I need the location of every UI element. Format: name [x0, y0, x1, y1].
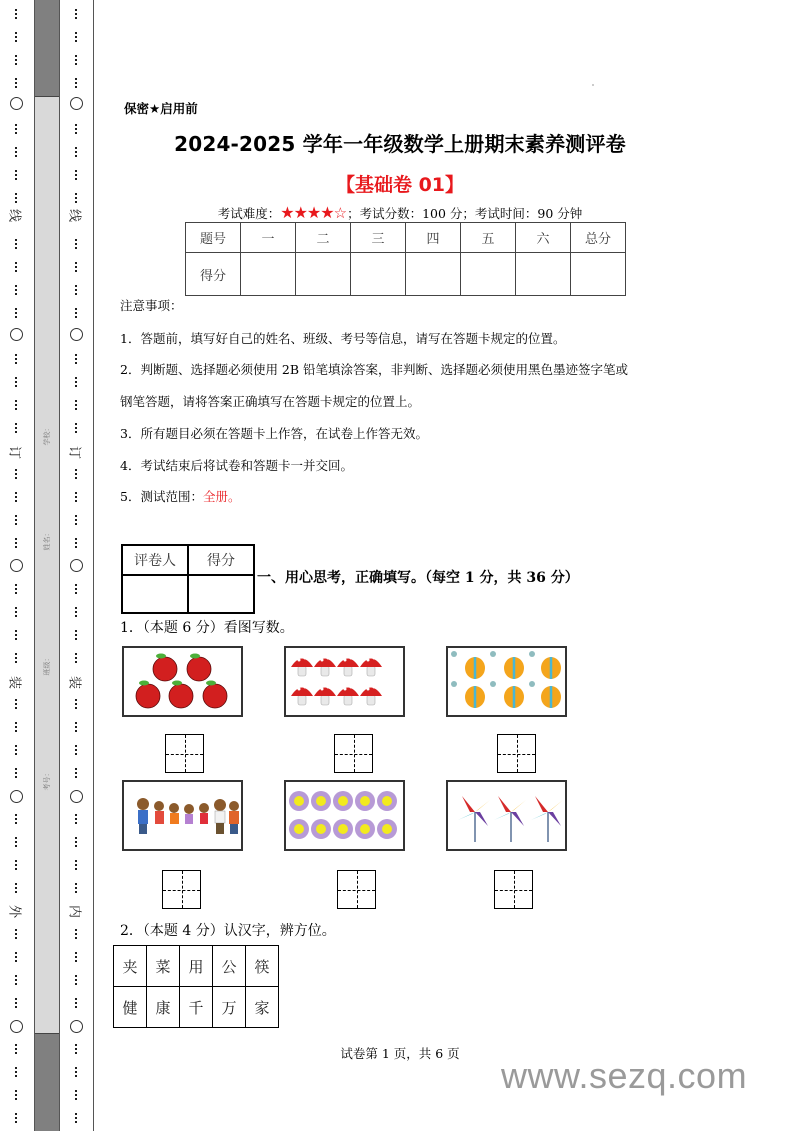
hanzi-cell: 用 — [180, 946, 213, 987]
hanzi-cell: 夹 — [114, 946, 147, 987]
dot-leader — [75, 1066, 77, 1078]
dot-leader — [75, 974, 77, 986]
dot-leader — [75, 54, 77, 66]
dot-leader — [75, 514, 77, 526]
dot-leader — [75, 468, 77, 480]
dot-leader — [75, 399, 77, 411]
dot-leader — [15, 261, 17, 273]
answer-box-3[interactable] — [497, 734, 536, 773]
star-empty-icon: ☆ — [333, 204, 348, 222]
dot-leader — [15, 813, 17, 825]
dot-leader — [75, 813, 77, 825]
dot-leader — [75, 882, 77, 894]
dot-leader — [15, 399, 17, 411]
score-header-cell: 六 — [516, 223, 571, 253]
hanzi-cell: 菜 — [147, 946, 180, 987]
strip-label-exam-number: 考号： — [43, 769, 51, 791]
strip-dark-top — [35, 0, 59, 97]
answer-box-4[interactable] — [162, 870, 201, 909]
binding-char: 装 — [66, 675, 82, 689]
score-cell[interactable] — [571, 253, 626, 296]
scope-prefix: 5．测试范围： — [120, 489, 203, 504]
star-filled-icon: ★★★★ — [280, 203, 334, 222]
answer-box-2[interactable] — [334, 734, 373, 773]
page-title: 2024-2025 学年一年级数学上册期末素养测评卷 — [174, 132, 626, 156]
dot-leader — [15, 491, 17, 503]
children-icon — [124, 782, 241, 849]
grader-header: 评卷人 — [122, 545, 188, 575]
dot-leader — [15, 836, 17, 848]
note-item-scope — [120, 489, 240, 504]
dot-leader — [75, 859, 77, 871]
hanzi-cell: 公 — [213, 946, 246, 987]
apple-icon — [124, 648, 241, 715]
picture-pinwheels — [446, 780, 567, 851]
scope-value: 全册。 — [202, 489, 241, 504]
dot-leader — [75, 238, 77, 250]
note-item: 2．判断题、选择题必须使用 2B 铅笔填涂答案，非判断、选择题必须使用黑色墨迹签字笔或 — [120, 362, 629, 377]
hanzi-cell: 筷 — [246, 946, 279, 987]
hanzi-cell: 康 — [147, 987, 180, 1028]
dot-leader — [75, 629, 77, 641]
picture-fish — [446, 646, 567, 717]
note-item: 钢笔答题，请将答案正确填写在答题卡规定的位置上。 — [120, 394, 421, 409]
dot-leader — [75, 1112, 77, 1124]
dot-leader — [15, 652, 17, 664]
dot-leader — [15, 767, 17, 779]
note-item: 3．所有题目必须在答题卡上作答，在试卷上作答无效。 — [120, 426, 428, 441]
dot-leader — [15, 514, 17, 526]
dot-leader — [75, 31, 77, 43]
score-header-cell: 三 — [351, 223, 406, 253]
page-footer: 试卷第 1 页，共 6 页 — [340, 1046, 460, 1061]
dot-leader — [75, 284, 77, 296]
strip-label-class: 班级： — [43, 654, 51, 676]
picture-mushrooms — [284, 646, 405, 717]
grader-score-cell[interactable] — [188, 575, 254, 613]
hanzi-grid — [113, 945, 279, 1028]
dot-leader — [15, 859, 17, 871]
dot-leader — [75, 928, 77, 940]
dot-leader — [75, 353, 77, 365]
hanzi-cell: 千 — [180, 987, 213, 1028]
question-1-prompt: 1．（本题 6 分）看图写数。 — [120, 620, 294, 636]
binding-char: 外 — [6, 904, 22, 918]
dot-leader — [15, 629, 17, 641]
score-cell[interactable] — [241, 253, 296, 296]
dot-leader — [15, 1089, 17, 1101]
score-cell[interactable] — [516, 253, 571, 296]
dot-leader — [75, 261, 77, 273]
binding-char: 内 — [66, 904, 82, 918]
score-header-cell: 总分 — [571, 223, 626, 253]
note-item: 1．答题前，填写好自己的姓名、班级、考号等信息，请写在答题卡规定的位置。 — [120, 331, 566, 346]
dot-leader — [15, 8, 17, 20]
dot-leader — [15, 606, 17, 618]
answer-box-5[interactable] — [337, 870, 376, 909]
dot-leader — [15, 468, 17, 480]
dot-leader — [75, 836, 77, 848]
mushroom-icon — [286, 648, 403, 715]
question-2-prompt: 2．（本题 4 分）认汉字，辨方位。 — [120, 923, 336, 939]
score-table-header-row — [186, 223, 626, 253]
paper-subtitle: 【基础卷 01】 — [335, 174, 465, 196]
hanzi-cell: 万 — [213, 987, 246, 1028]
watermark: www.sezq.com — [501, 1055, 748, 1096]
strip-label-school: 学校： — [43, 424, 51, 446]
score-table — [185, 222, 626, 296]
binding-circle-icon — [10, 559, 23, 572]
dot-leader — [15, 537, 17, 549]
dot-leader — [75, 537, 77, 549]
dot-leader — [15, 307, 17, 319]
binding-circle-icon — [70, 328, 83, 341]
difficulty-label: 考试难度： — [217, 206, 281, 221]
binding-circle-icon — [70, 559, 83, 572]
score-time-info: ；考试分数：100 分；考试时间：90 分钟 — [347, 206, 583, 221]
score-cell[interactable] — [351, 253, 406, 296]
binding-circle-icon — [70, 97, 83, 110]
dot-leader — [75, 997, 77, 1009]
flower-icon — [286, 782, 403, 849]
grader-score-header: 得分 — [188, 545, 254, 575]
binding-char: 订 — [6, 445, 22, 459]
dot-leader — [75, 652, 77, 664]
answer-box-1[interactable] — [165, 734, 204, 773]
dot-leader — [75, 698, 77, 710]
dot-leader — [15, 882, 17, 894]
dot-leader — [15, 353, 17, 365]
dot-leader — [75, 8, 77, 20]
hanzi-cell: 健 — [114, 987, 147, 1028]
dot-leader — [75, 307, 77, 319]
score-cell[interactable] — [296, 253, 351, 296]
dot-leader — [15, 928, 17, 940]
fish-icon — [448, 648, 565, 715]
binding-char: 线 — [66, 208, 82, 222]
dot-leader — [15, 721, 17, 733]
dot-leader — [15, 376, 17, 388]
dot-leader — [15, 583, 17, 595]
pinwheel-icon — [448, 782, 565, 849]
exam-info — [0, 203, 800, 222]
binding-circle-icon — [10, 97, 23, 110]
dot-leader — [75, 767, 77, 779]
dot-leader — [75, 721, 77, 733]
strip-label-name: 姓名： — [43, 529, 51, 551]
dot-leader — [75, 606, 77, 618]
score-header-cell: 一 — [241, 223, 296, 253]
dot-leader — [15, 422, 17, 434]
binding-circle-icon — [10, 328, 23, 341]
score-table-score-row — [186, 253, 626, 296]
picture-children — [122, 780, 243, 851]
dot-leader — [15, 284, 17, 296]
dot-leader — [75, 422, 77, 434]
dot-leader — [15, 997, 17, 1009]
answer-box-6[interactable] — [494, 870, 533, 909]
dot-leader — [15, 974, 17, 986]
dot-leader — [75, 491, 77, 503]
score-row-label: 得分 — [186, 253, 241, 296]
grader-cell[interactable] — [122, 575, 188, 613]
picture-flowers — [284, 780, 405, 851]
dot-leader — [15, 744, 17, 756]
dot-leader — [15, 1112, 17, 1124]
dot-leader — [15, 238, 17, 250]
grader-table — [121, 544, 255, 614]
score-cell[interactable] — [406, 253, 461, 296]
dot-leader — [15, 951, 17, 963]
dot-leader — [15, 698, 17, 710]
binding-circle-icon — [70, 790, 83, 803]
binding-circle-icon — [10, 1020, 23, 1033]
scan-artifact — [592, 84, 594, 86]
dot-leader — [15, 54, 17, 66]
dot-leader — [15, 1066, 17, 1078]
score-cell[interactable] — [461, 253, 516, 296]
dot-leader — [75, 1089, 77, 1101]
score-header-cell: 题号 — [186, 223, 241, 253]
binding-char: 线 — [6, 208, 22, 222]
notes-heading: 注意事项： — [120, 298, 183, 313]
dot-leader — [15, 31, 17, 43]
dot-leader — [75, 744, 77, 756]
dot-leader — [75, 951, 77, 963]
score-header-cell: 四 — [406, 223, 461, 253]
binding-circle-icon — [70, 1020, 83, 1033]
binding-char: 装 — [6, 675, 22, 689]
dot-leader — [75, 376, 77, 388]
dot-leader — [75, 583, 77, 595]
section-1-title: 一、用心思考，正确填写。（每空 1 分，共 36 分） — [257, 570, 579, 586]
dot-leader — [15, 77, 17, 89]
note-item: 4．考试结束后将试卷和答题卡一并交回。 — [120, 458, 353, 473]
binding-circle-icon — [10, 790, 23, 803]
score-header-cell: 五 — [461, 223, 516, 253]
confidential-label: 保密★启用前 — [124, 101, 198, 116]
hanzi-cell: 家 — [246, 987, 279, 1028]
dot-leader — [75, 77, 77, 89]
picture-apples — [122, 646, 243, 717]
score-header-cell: 二 — [296, 223, 351, 253]
binding-char: 订 — [66, 445, 82, 459]
